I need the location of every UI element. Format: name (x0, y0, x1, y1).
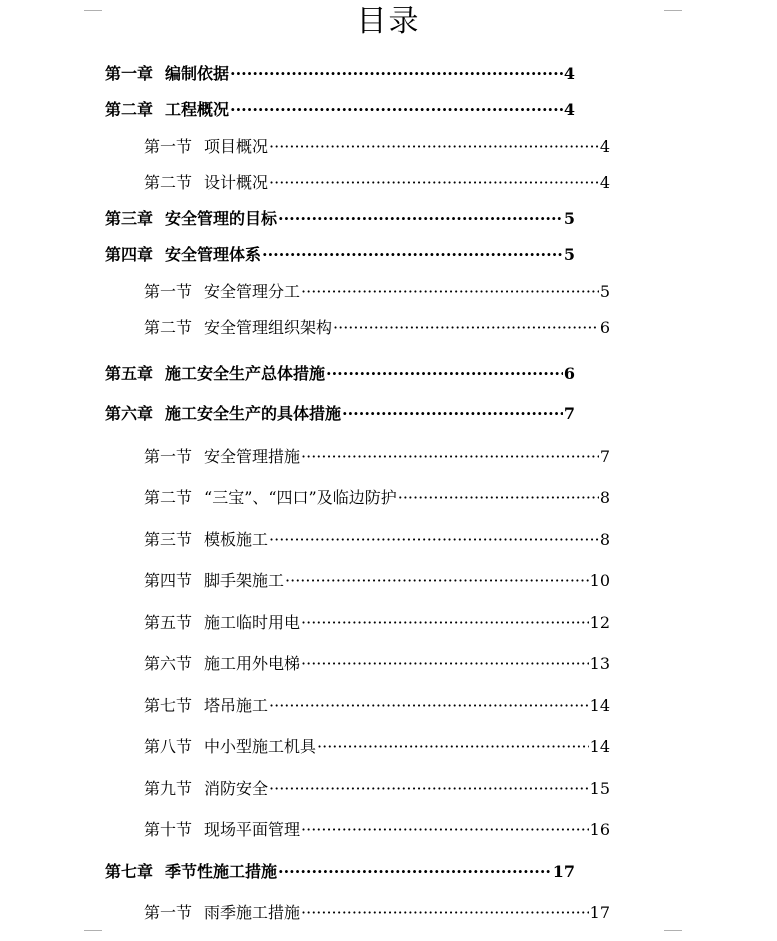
toc-entry-chapter[interactable] (105, 63, 575, 85)
toc-entry-title: 安全管理措施 (204, 447, 301, 466)
toc-entry-page-number: 16 (589, 820, 610, 839)
toc-dot-leader (269, 172, 599, 194)
toc-entry-number: 第一节 (144, 137, 193, 156)
toc-entry-title: 安全管理体系 (165, 245, 262, 264)
toc-entry-page-number: 4 (563, 100, 575, 119)
toc-entry-title: 季节性施工措施 (165, 862, 278, 881)
toc-entry-page-number: 7 (599, 447, 610, 466)
toc-entry-chapter[interactable] (105, 244, 575, 266)
toc-dot-leader (230, 99, 563, 121)
toc-dot-leader (269, 695, 589, 717)
toc-entry-title: 编制依据 (165, 64, 230, 83)
toc-entry-title: “三宝”、“四口”及临边防护 (204, 488, 397, 507)
toc-entry-title: 安全管理组织架构 (204, 318, 333, 337)
toc-entry-page-number: 14 (589, 737, 610, 756)
toc-entry-title: 脚手架施工 (204, 571, 285, 590)
toc-entry-page-number: 12 (589, 613, 610, 632)
toc-entry-section[interactable] (144, 172, 610, 194)
toc-entry-section[interactable] (144, 653, 610, 675)
toc-entry-number: 第一节 (144, 282, 193, 301)
crop-mark-bottom-right (664, 930, 682, 941)
toc-entry-title: 施工临时用电 (204, 613, 301, 632)
toc-entry-chapter[interactable] (105, 363, 575, 385)
toc-entry-section[interactable] (144, 136, 610, 158)
toc-entry-page-number: 8 (599, 488, 610, 507)
toc-entry-page-number: 6 (599, 318, 610, 337)
toc-entry-title: 施工安全生产总体措施 (165, 364, 326, 383)
toc-entry-number: 第二章 (105, 100, 154, 119)
toc-entry-page-number: 8 (599, 530, 610, 549)
toc-dot-leader (342, 403, 563, 425)
toc-entry-page-number: 5 (563, 209, 575, 228)
toc-dot-leader (317, 736, 589, 758)
toc-entry-number: 第八节 (144, 737, 193, 756)
toc-entry-section[interactable] (144, 317, 610, 339)
toc-dot-leader (230, 63, 563, 85)
toc-entry-title: 模板施工 (204, 530, 269, 549)
toc-dot-leader (278, 861, 552, 883)
toc-entry-chapter[interactable] (105, 403, 575, 425)
toc-dot-leader (269, 136, 599, 158)
toc-dot-leader (285, 570, 589, 592)
toc-entry-section[interactable] (144, 487, 610, 509)
toc-entry-title: 工程概况 (165, 100, 230, 119)
toc-entry-title: 现场平面管理 (204, 820, 301, 839)
toc-entry-title: 中小型施工机具 (204, 737, 317, 756)
toc-entry-page-number: 5 (599, 282, 610, 301)
toc-dot-leader (301, 653, 589, 675)
toc-entry-page-number: 4 (599, 173, 610, 192)
toc-entry-title: 施工用外电梯 (204, 654, 301, 673)
toc-entry-section[interactable] (144, 819, 610, 841)
toc-dot-leader (398, 487, 599, 509)
toc-dot-leader (269, 529, 599, 551)
toc-entry-title: 安全管理的目标 (165, 209, 278, 228)
toc-entry-section[interactable] (144, 281, 610, 303)
toc-entry-number: 第二节 (144, 173, 193, 192)
toc-entry-title: 项目概况 (204, 137, 269, 156)
toc-entry-page-number: 7 (563, 404, 575, 423)
toc-entry-section[interactable] (144, 446, 610, 468)
toc-entry-title: 安全管理分工 (204, 282, 301, 301)
toc-entry-number: 第六节 (144, 654, 193, 673)
toc-entry-page-number: 17 (589, 903, 610, 922)
toc-entry-page-number: 6 (563, 364, 575, 383)
toc-entry-number: 第六章 (105, 404, 154, 423)
toc-entry-title: 雨季施工措施 (204, 903, 301, 922)
toc-title: 目录 (356, 4, 421, 39)
toc-entry-number: 第四章 (105, 245, 154, 264)
toc-entry-number: 第七章 (105, 862, 154, 881)
toc-entry-number: 第二节 (144, 318, 193, 337)
toc-entry-page-number: 17 (552, 862, 575, 881)
crop-mark-bottom-left (84, 930, 102, 941)
toc-entry-title: 塔吊施工 (204, 696, 269, 715)
toc-entry-section[interactable] (144, 902, 610, 924)
toc-entry-title: 设计概况 (204, 173, 269, 192)
toc-dot-leader (269, 778, 589, 800)
toc-entry-title: 消防安全 (204, 779, 269, 798)
toc-entry-number: 第十节 (144, 820, 193, 839)
toc-dot-leader (262, 244, 563, 266)
toc-dot-leader (301, 902, 589, 924)
toc-dot-leader (301, 281, 599, 303)
toc-dot-leader (301, 819, 589, 841)
toc-entry-title: 施工安全生产的具体措施 (165, 404, 342, 423)
toc-entry-number: 第三节 (144, 530, 193, 549)
toc-entry-number: 第三章 (105, 209, 154, 228)
toc-entry-section[interactable] (144, 695, 610, 717)
toc-entry-section[interactable] (144, 612, 610, 634)
toc-dot-leader (333, 317, 599, 339)
toc-dot-leader (326, 363, 563, 385)
toc-entry-section[interactable] (144, 736, 610, 758)
toc-entry-number: 第五节 (144, 613, 193, 632)
toc-entry-page-number: 10 (589, 571, 610, 590)
toc-entry-section[interactable] (144, 778, 610, 800)
toc-entry-chapter[interactable] (105, 208, 575, 230)
toc-entry-page-number: 4 (599, 137, 610, 156)
toc-entry-page-number: 15 (589, 779, 610, 798)
toc-entry-section[interactable] (144, 529, 610, 551)
toc-entry-number: 第四节 (144, 571, 193, 590)
toc-entry-number: 第七节 (144, 696, 193, 715)
toc-entry-number: 第九节 (144, 779, 193, 798)
toc-entry-page-number: 13 (589, 654, 610, 673)
toc-entry-page-number: 14 (589, 696, 610, 715)
toc-entry-number: 第二节 (144, 488, 193, 507)
toc-dot-leader (301, 446, 599, 468)
toc-entry-chapter[interactable] (105, 99, 575, 121)
toc-entry-section[interactable] (144, 570, 610, 592)
toc-dot-leader (278, 208, 563, 230)
toc-entry-page-number: 4 (563, 64, 575, 83)
toc-entry-number: 第一章 (105, 64, 154, 83)
toc-entry-page-number: 5 (563, 245, 575, 264)
toc-entry-number: 第五章 (105, 364, 154, 383)
toc-entry-number: 第一节 (144, 447, 193, 466)
toc-entry-number: 第一节 (144, 903, 193, 922)
toc-entry-chapter[interactable] (105, 861, 575, 883)
toc-dot-leader (301, 612, 589, 634)
